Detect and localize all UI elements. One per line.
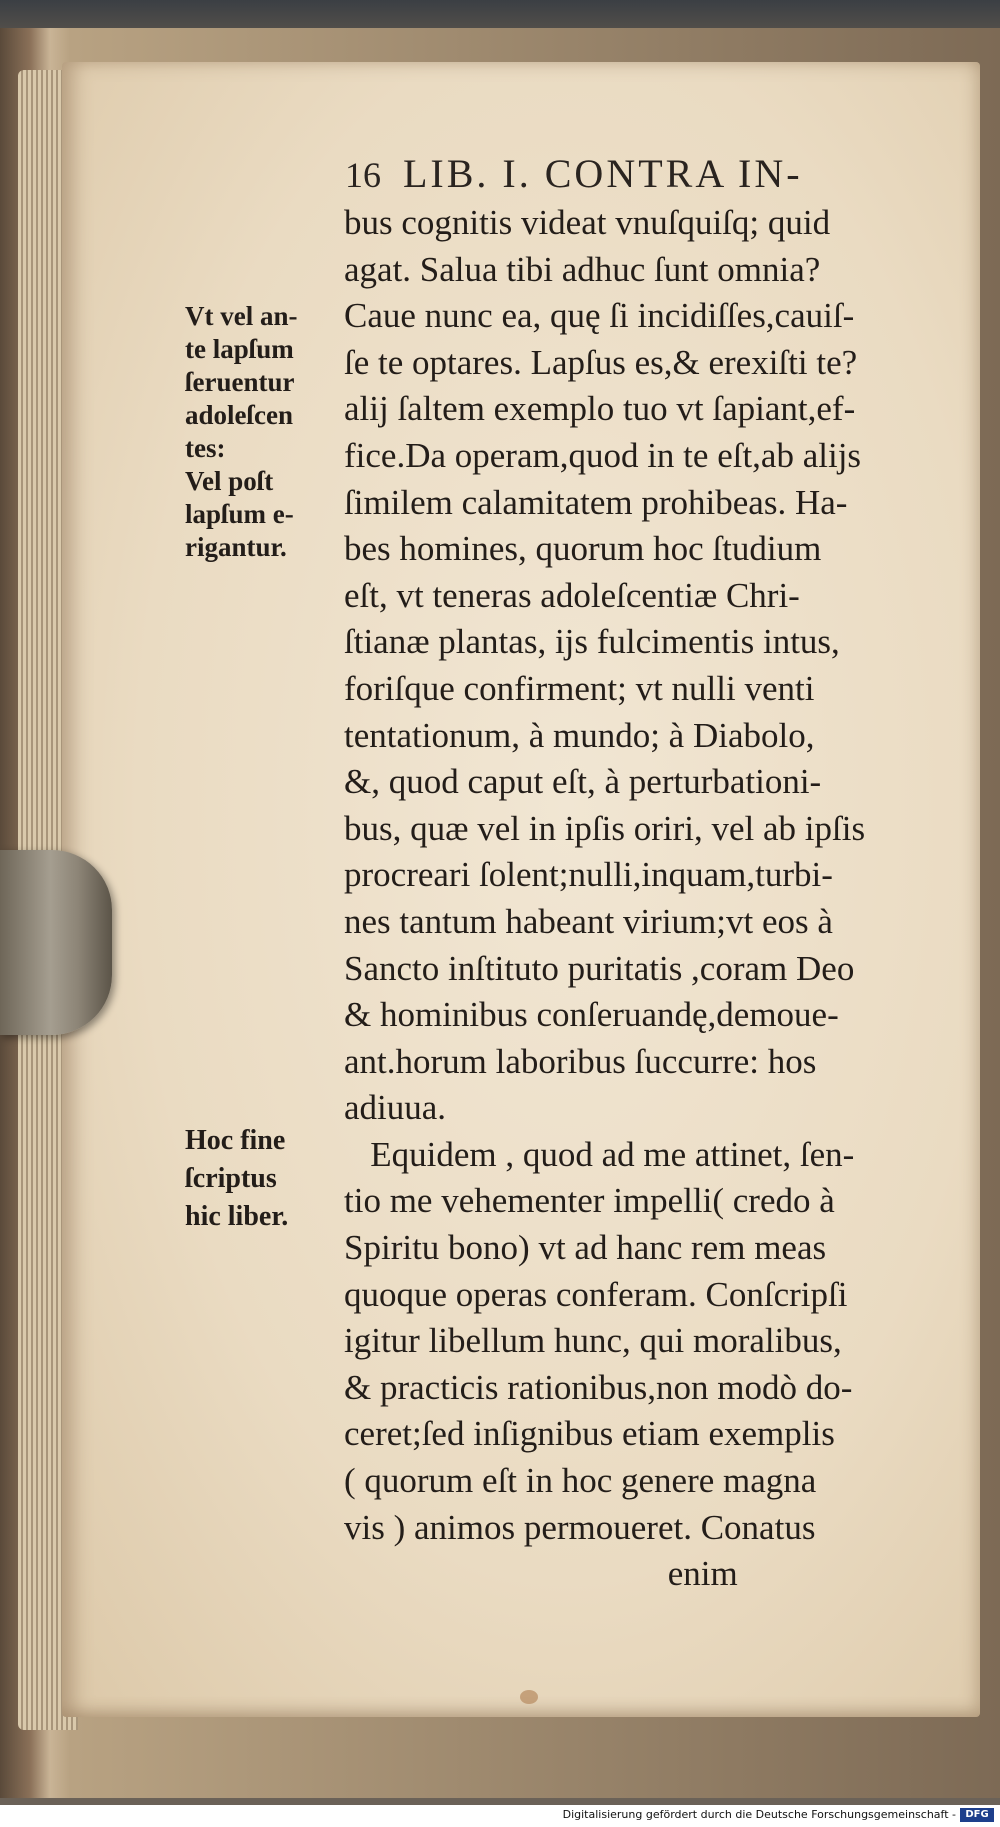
text-line: igitur libellum hunc, qui moralibus, xyxy=(344,1321,842,1361)
text-line: Caue nunc ea, quę ſi incidiſſes,cauiſ- xyxy=(344,296,855,336)
margin-note-line: Hoc fine xyxy=(185,1125,286,1156)
margin-note-1 xyxy=(185,300,297,564)
text-line: ceret;ſed inſignibus etiam exemplis xyxy=(344,1414,835,1454)
text-line: & hominibus conſeruandę,demoue- xyxy=(344,995,839,1035)
text-line: agat. Salua tibi adhuc ſunt omnia? xyxy=(344,249,821,289)
text-line: quoque operas conferam. Conſcripſi xyxy=(344,1274,848,1314)
text-line: ( quorum eſt in hoc genere magna xyxy=(344,1461,817,1501)
catchword: enim xyxy=(344,1554,738,1594)
margin-note-line: te lapſum xyxy=(185,334,294,364)
margin-note-line: rigantur. xyxy=(185,532,287,562)
text-line: alij ſaltem exemplo tuo vt ſapiant,ef- xyxy=(344,389,856,429)
margin-note-line: tes: xyxy=(185,433,226,463)
margin-note-line: ſeruentur xyxy=(185,367,295,397)
text-line: foriſque confirment; vt nulli venti xyxy=(344,668,815,708)
text-line: bus, quæ vel in ipſis oriri, vel ab ipſis xyxy=(344,808,866,848)
text-line: vis ) animos permoueret. Conatus xyxy=(344,1507,816,1547)
text-line: Equidem , quod ad me attinet, ſen- xyxy=(344,1134,855,1174)
text-line: bes homines, quorum hoc ſtudium xyxy=(344,529,822,569)
text-line: ant.horum laboribus ſuccurre: hos xyxy=(344,1041,817,1081)
margin-note-line: Vt vel an- xyxy=(185,301,298,331)
text-line: tio me vehementer impelli( credo à xyxy=(344,1181,835,1221)
page-number: 16 xyxy=(345,155,381,195)
running-head-title: LIB. I. CONTRA IN- xyxy=(403,151,803,196)
margin-note-line: lapſum e- xyxy=(185,499,294,529)
page-clip xyxy=(0,850,112,1035)
text-line: adiuua. xyxy=(344,1088,447,1128)
body-text xyxy=(344,200,954,1598)
margin-note-line: ſcriptus xyxy=(185,1163,277,1194)
text-line: tentationum, à mundo; à Diabolo, xyxy=(344,715,815,755)
margin-note-2 xyxy=(185,1122,288,1236)
text-line: bus cognitis videat vnuſquiſq; quid xyxy=(344,203,831,242)
text-line: nes tantum habeant virium;vt eos à xyxy=(344,901,833,941)
margin-note-line: adoleſcen xyxy=(185,400,293,430)
text-line: &, quod caput eſt, à perturbationi- xyxy=(344,762,822,802)
ink-stain xyxy=(520,1690,538,1704)
text-line: eſt, vt teneras adoleſcentiæ Chri- xyxy=(344,575,800,615)
text-line: ſtianæ plantas, ijs fulcimentis intus, xyxy=(344,622,840,662)
digitization-credit: Digitalisierung gefördert durch die Deutsche Forschungsgemeinschaft - xyxy=(562,1808,956,1821)
text-line: Spiritu bono) vt ad hanc rem meas xyxy=(344,1228,827,1268)
dfg-logo: DFG xyxy=(960,1808,994,1822)
text-line: & practicis rationibus,non modò do- xyxy=(344,1367,853,1407)
margin-note-line: hic liber. xyxy=(185,1201,289,1232)
running-head xyxy=(345,150,803,197)
text-line: ſe te optares. Lapſus es,& erexiſti te? xyxy=(344,342,858,382)
text-line: Sancto inſtituto puritatis ,coram Deo xyxy=(344,948,855,988)
margin-note-line: Vel poſt xyxy=(185,466,274,496)
text-line: procreari ſolent;nulli,inquam,turbi- xyxy=(344,855,833,895)
text-line: ſimilem calamitatem prohibeas. Ha- xyxy=(344,482,848,522)
text-line: fice.Da operam,quod in te eſt,ab alijs xyxy=(344,435,862,475)
